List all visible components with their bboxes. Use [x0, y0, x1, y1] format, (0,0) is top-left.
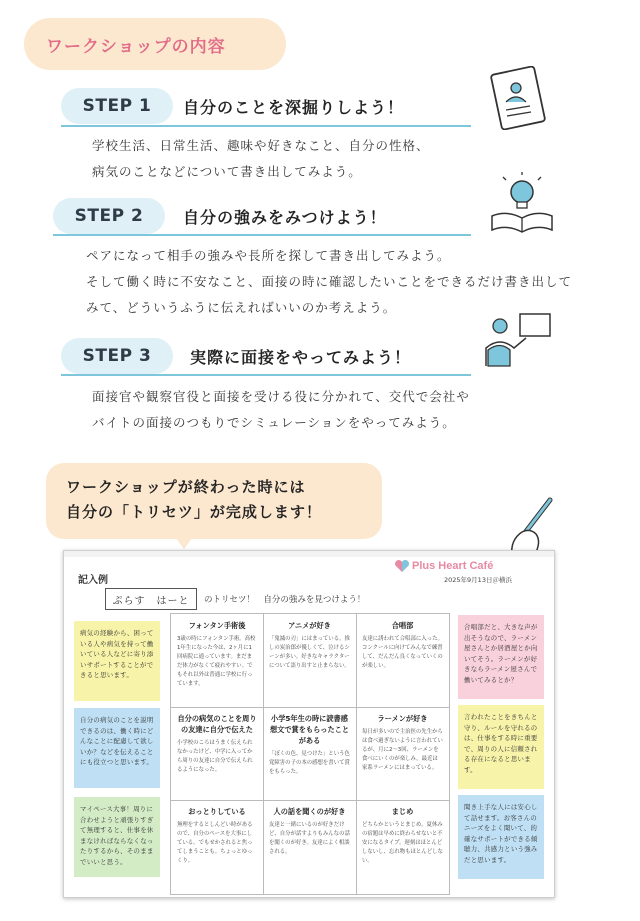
grid-cell [356, 800, 449, 894]
grid-cell-body: 無理をするとしんどい時があるので、自分のペースを大事にしている。でもせかされると焦ってしまうことも。ちょっとゆっくり。 [177, 822, 253, 864]
grid-cell [171, 707, 263, 800]
grid-cell-title: 合唱部 [391, 621, 414, 630]
hand-writing-pen-icon [500, 494, 560, 558]
worksheet-name-suffix: のトリセツ！ 自分の強みを見つけよう！ [204, 595, 366, 605]
grid-cell-body: 友達に誘われて合唱部に入った。コンクールに向けてみんなで練習して、だんだん良くなっていくのが楽しい。 [362, 636, 443, 669]
grid-cell-body: 「ぼくの色、見つけた」という色覚障害の子の本の感想を書いて賞をもらった。 [269, 751, 350, 775]
step-1-heading: 自分のことを深掘りしよう！ [183, 98, 405, 117]
trait-grid [170, 613, 450, 895]
grid-cell-title: フォンタン手術後 [188, 621, 246, 630]
grid-cell-title: ラーメンが好き [377, 714, 428, 723]
sticky-note-right-1: 合唱部だと、大きな声が出そうなので、ラーメン屋さんとか居酒屋とか向いてそう。ラーメンが好きならラーメン屋さんで働いてみるとか？ [458, 615, 544, 699]
grid-cell [356, 614, 449, 707]
grid-cell [263, 800, 356, 894]
bubble-line-2: 自分の「トリセツ」が完成します！ [66, 503, 322, 521]
grid-cell-title: 人の話を聞くのが好き [273, 807, 346, 816]
page-title: ワークショップの内容 [24, 18, 286, 70]
grid-cell-title: アニメが好き [288, 621, 331, 630]
bubble-line-1: ワークショップが終わった時には [66, 478, 306, 496]
sticky-note-right-3: 聞き上手な人には安心して話せます。お客さんのニーズをよく聞いて、的確なサポートができる傾聴力、共感力という強みだと思います。 [458, 795, 544, 879]
step-3-heading: 実際に面接をやってみよう！ [190, 348, 412, 367]
step-2-label: STEP 2 [53, 198, 165, 234]
grid-cell-body: 3歳の時にフォンタン手術。高校1年生になった今は、2ヶ月に1回病院に通っています。まだまだ体力がなくて疲れやすい。でもそれ以外は普通に学校に行っています。 [177, 636, 256, 687]
step-1-underline [61, 125, 471, 127]
sticky-note-left-1: 病気の経験から、困っている人や病気を持って働いている人などに寄り添いサポートすることができると思います。 [74, 621, 160, 701]
presenter-icon [480, 310, 560, 368]
lightbulb-book-icon [484, 172, 560, 236]
bubble-tail [175, 537, 193, 549]
brand-name: Plus Heart Café [412, 560, 494, 572]
grid-cell-title: おっとりしている [188, 807, 246, 816]
grid-cell [263, 614, 356, 707]
grid-cell [171, 614, 263, 707]
sticky-note-left-2: 自分の病気のことを説明できるのは、働く時にどんなことに配慮して欲しいか？などを伝えることにも役立つと思います。 [74, 708, 160, 788]
worksheet-name: ぷらす はーと [105, 588, 197, 610]
step-3-text [92, 384, 470, 436]
step-2-line-2: そして働く時に不安なこと、面接の時に確認したいことをできるだけ書き出して [86, 274, 573, 289]
step-3-line-2: バイトの面接のつもりでシミュレーションをやってみよう。 [92, 415, 456, 430]
step-3-line-1: 面接官や観察官役と面接を受ける役に分かれて、交代で会社や [92, 389, 470, 404]
clipboard-profile-icon [486, 66, 558, 130]
grid-cell [263, 707, 356, 800]
worksheet-example [63, 550, 555, 898]
grid-cell-title: 自分の病気のことを周りの友達に自分で伝えた [177, 714, 257, 734]
step-2-line-3: みて、どういうふうに伝えればいいのか考えよう。 [86, 300, 397, 315]
grid-cell-body: 小学校のころはうまく伝えられなかったけど、中学に入ってから周りの友達に自分で伝えられるようになった。 [177, 740, 253, 773]
step-1-text [92, 133, 430, 185]
grid-cell-title: 小学5年生の時に読書感想文で賞をもらったことがある [269, 714, 350, 745]
step-1-line-2: 病気のことなどについて書き出してみよう。 [92, 164, 362, 179]
step-3-label: STEP 3 [61, 338, 173, 374]
grid-cell [171, 800, 263, 894]
worksheet-label: 記入例 [78, 575, 108, 586]
worksheet-date: 2025年9月13日＠横浜 [444, 576, 512, 584]
grid-cell-title: まじめ [391, 807, 414, 816]
grid-cell-body: 毎日が多いので主治医の先生からは食べ過ぎないように言われているが、月に2〜3回、ラーメンを食べにいくのが楽しみ。最近は家系ラーメンにはまっている。 [362, 729, 443, 771]
sticky-note-left-3: マイペース大事！周りに合わせようと頑張りすぎて無理すると、仕事を休まなければならなくなったりするから、そのままでいいと思う。 [74, 797, 160, 877]
grid-cell-body: 友達と一緒にいるのが好きだけど、自分が話すよりもみんなの話を聞くのが好き。友達によく相談される。 [269, 822, 350, 855]
step-3-underline [61, 374, 471, 376]
step-2-underline [53, 234, 471, 236]
worksheet-top-stripe [64, 551, 554, 557]
heart-logo-icon [394, 559, 410, 573]
step-2-line-1: ペアになって相手の強みや長所を探して書き出してみよう。 [86, 248, 451, 263]
sticky-note-right-2: 言われたことをきちんと守り、ルールを守れるのは、仕事をする時に重要で、周りの人に信頼される存在になると思います。 [458, 705, 544, 789]
step-1-line-1: 学校生活、日常生活、趣味や好きなこと、自分の性格、 [92, 138, 430, 153]
completion-bubble [46, 463, 382, 539]
step-1-label: STEP 1 [61, 88, 173, 124]
grid-cell [356, 707, 449, 800]
step-2-heading: 自分の強みをみつけよう！ [183, 208, 387, 227]
grid-cell-body: 「鬼滅の刃」にはまっている。推しの炭治郎が優しくて、泣けるシーンが多い。好きなキャラクターについて語り出すと止まらない。 [269, 636, 350, 669]
grid-cell-body: どちらかというとまじめ。夏休みの宿題は早めに終わらせないと不安になるタイプ。遅刻はほとんどしないし、忘れ物もほとんどしない。 [362, 822, 443, 864]
